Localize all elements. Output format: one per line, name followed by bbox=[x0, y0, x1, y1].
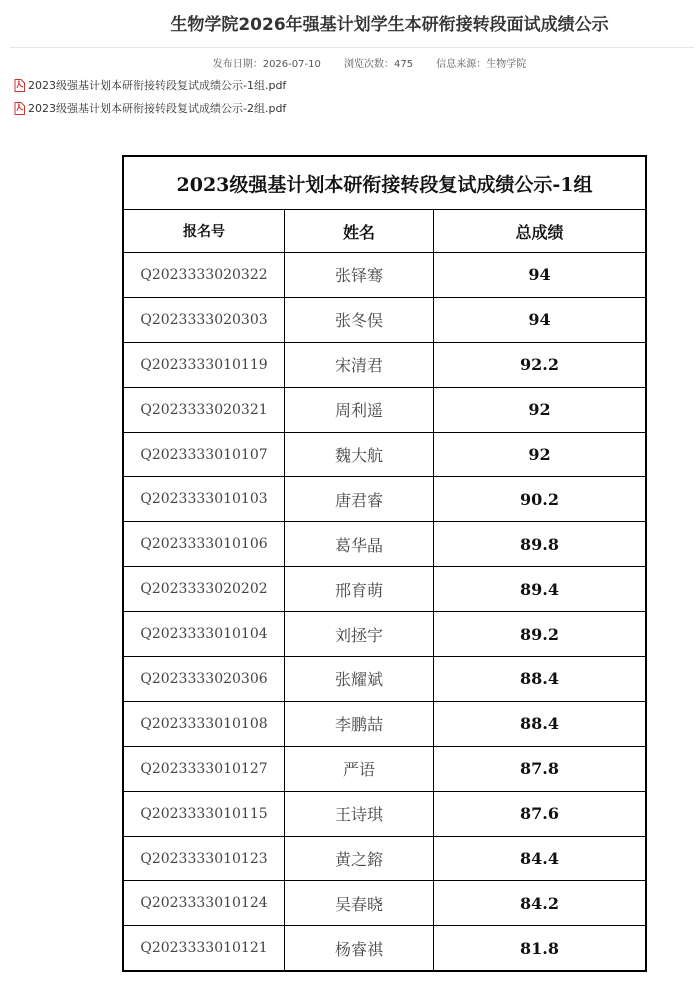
attachment-link-2[interactable] bbox=[14, 100, 286, 116]
cell-total-score: 81.8 bbox=[434, 926, 647, 971]
cell-name: 邢育萌 bbox=[285, 567, 434, 612]
table-caption: 2023级强基计划本研衔接转段复试成绩公示-1组 bbox=[123, 156, 646, 210]
cell-name: 宋清君 bbox=[285, 342, 434, 387]
header-registration-no: 报名号 bbox=[123, 210, 285, 253]
table-row bbox=[123, 926, 646, 971]
table-row bbox=[123, 432, 646, 477]
cell-registration-no: Q2023333010127 bbox=[123, 746, 285, 791]
cell-registration-no: Q2023333010107 bbox=[123, 432, 285, 477]
table-row bbox=[123, 746, 646, 791]
table-row bbox=[123, 477, 646, 522]
cell-registration-no: Q2023333020303 bbox=[123, 297, 285, 342]
cell-total-score: 87.8 bbox=[434, 746, 647, 791]
cell-registration-no: Q2023333010124 bbox=[123, 881, 285, 926]
table-row bbox=[123, 836, 646, 881]
cell-total-score: 89.2 bbox=[434, 612, 647, 657]
info-source: 信息来源：生物学院 bbox=[436, 59, 527, 70]
header-name: 姓名 bbox=[285, 210, 434, 253]
cell-total-score: 84.4 bbox=[434, 836, 647, 881]
table-row bbox=[123, 612, 646, 657]
cell-name: 杨睿祺 bbox=[285, 926, 434, 971]
cell-registration-no: Q2023333020306 bbox=[123, 657, 285, 702]
cell-total-score: 89.4 bbox=[434, 567, 647, 612]
table-row bbox=[123, 253, 646, 298]
article-meta bbox=[0, 55, 699, 70]
pdf-icon bbox=[14, 79, 25, 92]
cell-registration-no: Q2023333010123 bbox=[123, 836, 285, 881]
table-row bbox=[123, 791, 646, 836]
attachment-label[interactable]: 2023级强基计划本研衔接转段复试成绩公示-1组.pdf bbox=[28, 79, 287, 92]
cell-name: 葛华晶 bbox=[285, 522, 434, 567]
publish-date: 发布日期：2026-07-10 bbox=[212, 59, 321, 70]
cell-name: 李鹏喆 bbox=[285, 701, 434, 746]
page-title: 生物学院2026年强基计划学生本研衔接转段面试成绩公示 bbox=[170, 15, 609, 35]
cell-name: 王诗琪 bbox=[285, 791, 434, 836]
cell-name: 魏大航 bbox=[285, 432, 434, 477]
cell-total-score: 94 bbox=[434, 297, 647, 342]
table-header-row bbox=[123, 210, 646, 253]
table-row bbox=[123, 297, 646, 342]
attachment-label[interactable]: 2023级强基计划本研衔接转段复试成绩公示-2组.pdf bbox=[28, 102, 287, 115]
cell-registration-no: Q2023333010106 bbox=[123, 522, 285, 567]
cell-registration-no: Q2023333010103 bbox=[123, 477, 285, 522]
cell-total-score: 89.8 bbox=[434, 522, 647, 567]
pdf-icon bbox=[14, 102, 25, 115]
cell-registration-no: Q2023333020202 bbox=[123, 567, 285, 612]
cell-total-score: 92 bbox=[434, 432, 647, 477]
score-table bbox=[122, 155, 647, 972]
table-caption-row bbox=[123, 156, 646, 210]
cell-total-score: 92 bbox=[434, 387, 647, 432]
cell-name: 刘拯宇 bbox=[285, 612, 434, 657]
cell-name: 张耀斌 bbox=[285, 657, 434, 702]
cell-registration-no: Q2023333020322 bbox=[123, 253, 285, 298]
cell-total-score: 84.2 bbox=[434, 881, 647, 926]
cell-total-score: 90.2 bbox=[434, 477, 647, 522]
attachment-link-1[interactable] bbox=[14, 77, 286, 93]
cell-name: 张冬俣 bbox=[285, 297, 434, 342]
cell-registration-no: Q2023333010115 bbox=[123, 791, 285, 836]
table-row bbox=[123, 387, 646, 432]
cell-registration-no: Q2023333010121 bbox=[123, 926, 285, 971]
cell-total-score: 88.4 bbox=[434, 657, 647, 702]
title-divider bbox=[10, 47, 694, 48]
table-row bbox=[123, 342, 646, 387]
cell-total-score: 87.6 bbox=[434, 791, 647, 836]
table-row bbox=[123, 881, 646, 926]
table-row bbox=[123, 701, 646, 746]
cell-total-score: 94 bbox=[434, 253, 647, 298]
cell-name: 周利遥 bbox=[285, 387, 434, 432]
cell-name: 吴春晓 bbox=[285, 881, 434, 926]
view-count: 浏览次数：475 bbox=[344, 59, 414, 70]
table-row bbox=[123, 522, 646, 567]
cell-name: 黄之鎔 bbox=[285, 836, 434, 881]
cell-name: 严语 bbox=[285, 746, 434, 791]
cell-registration-no: Q2023333010104 bbox=[123, 612, 285, 657]
cell-total-score: 88.4 bbox=[434, 701, 647, 746]
cell-name: 唐君睿 bbox=[285, 477, 434, 522]
table-row bbox=[123, 657, 646, 702]
table-row bbox=[123, 567, 646, 612]
cell-registration-no: Q2023333010119 bbox=[123, 342, 285, 387]
cell-registration-no: Q2023333020321 bbox=[123, 387, 285, 432]
cell-name: 张铎骞 bbox=[285, 253, 434, 298]
cell-registration-no: Q2023333010108 bbox=[123, 701, 285, 746]
cell-total-score: 92.2 bbox=[434, 342, 647, 387]
header-total-score: 总成绩 bbox=[434, 210, 647, 253]
